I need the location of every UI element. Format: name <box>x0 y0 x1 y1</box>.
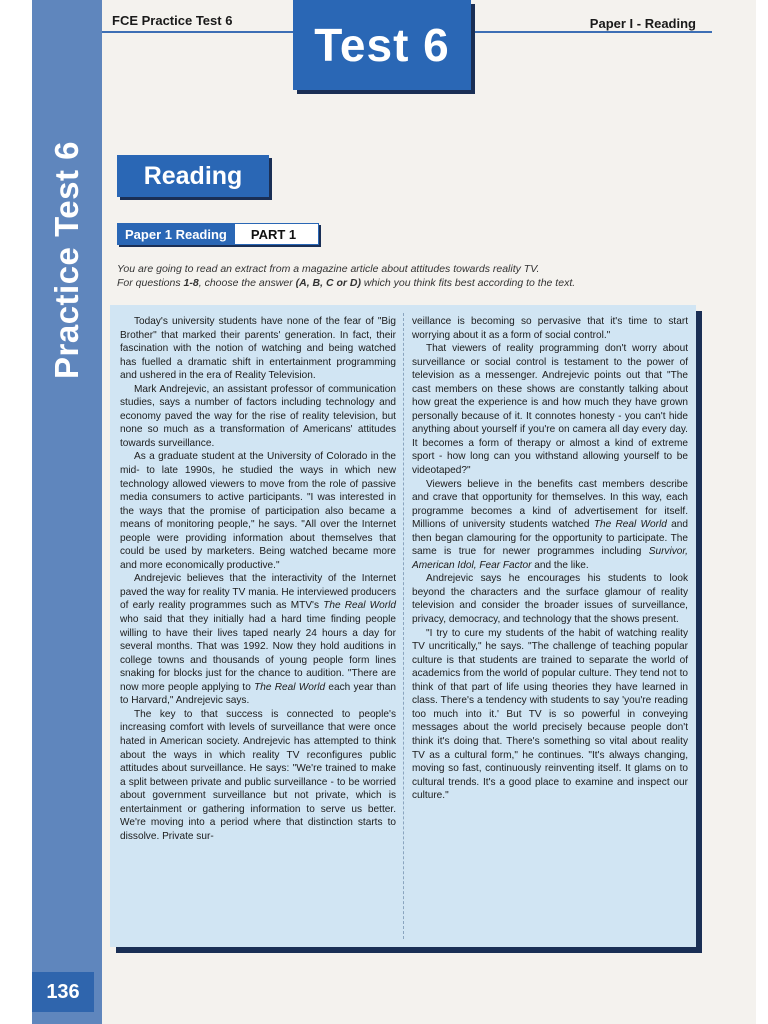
page-number: 136 <box>32 972 94 1012</box>
text-run: each year than to Harvard," Andrejevic says. <box>120 681 396 707</box>
programme-title: The Real World <box>593 519 667 531</box>
paragraph: Today's university students have none of the fear of "Big Brother" that marked their parents' generation. In fact, their fascination with the notion of watching and being watched has fuelled a dramatic shift in entertainment programming and ushered in the era of Reality Television. <box>120 316 396 382</box>
text-run: and then began clamouring for the opportunity to participate. The same is true for newer programmes including <box>412 519 688 558</box>
instr-text: , choose the answer <box>198 277 296 289</box>
paragraph: That viewers of reality programming don't worry about surveillance or social control is testament to the power of television as a messenger. Andrejevic points out that "The cast members on these shows are constantly talking about how great the experience is and how much they have grown personally because of it. It connotes honesty - you can't hide anything about yourself if you're on camera all day every day. It becomes a form of therapy or almost a kind of extreme sport - how long can you withstand allowing yourself to be videotaped?" <box>412 343 688 477</box>
text-run: who said that they initially had a hard time finding people willing to have their lives taped nearly 24 hours a day for several months. That was 1992. Now they hold auditions in college towns and thousands of young people form lines snaking for blocks just for the chance to audition. "There are now more people applying to <box>120 614 396 693</box>
header-book-title: FCE Practice Test 6 <box>112 13 233 28</box>
part-label-strip <box>117 223 319 245</box>
paragraph: veillance is becoming so pervasive that it's time to start worrying about it as a form of social control." <box>412 316 688 341</box>
article-box <box>110 305 696 947</box>
text-run: Viewers believe in the benefits cast members describe and crave that opportunity for themselves. In this way, each programme becomes a kind of advertisement for itself. Millions of university students watched <box>412 478 688 531</box>
column-divider <box>403 313 404 939</box>
instr-text: For questions <box>117 277 184 289</box>
instructions-line-1: You are going to read an extract from a magazine article about attitudes towards reality TV. <box>117 263 540 275</box>
paragraph: Andrejevic says he encourages his students to look beyond the characters and the surface glamour of reality television and consider the broader issues of surveillance, privacy, democracy, and technology that the shows present. <box>412 573 688 626</box>
programme-title: Survivor, American Idol, Fear Factor <box>412 546 688 571</box>
article-column-left <box>120 315 396 843</box>
text-run: and the like. <box>531 559 589 571</box>
article-column-right <box>412 315 688 803</box>
instructions <box>117 262 697 290</box>
text-run: Andrejevic believes that the interactivity of the Internet paved the way for reality TV mania. He interviewed producers of early reality programmes such as MTV's <box>120 573 396 612</box>
instr-question-range: 1-8 <box>183 277 199 289</box>
header-paper-title: Paper I - Reading <box>589 16 696 31</box>
paragraph: Mark Andrejevic, an assistant professor of communication studies, says a number of factors including technology and economy paved the way for the rise of reality television, but none so much as a transformation of Americans' attitudes towards surveillance. <box>120 383 396 449</box>
instructions-line-2 <box>117 276 697 290</box>
paragraph <box>120 572 396 707</box>
paragraph: "I try to cure my students of the habit of watching reality TV uncritically," he says. "The challenge of teaching popular culture is that students are trained to separate the world of academics from the world of popular culture. They tend not to think of that part of life using theories they have learned in class. There's a tendency with students to say 'you're reading too much into it.' But TV is so powerful in conveying messages about the world precisely because people don't think it's doing that. There's something so vital about reality TV as a cultural form," he continues. "It's always changing, moving so fast, continuously reinventing itself. It glams on to cultural trends. It's a good place to examine and inspect our culture." <box>412 627 688 802</box>
instr-options: (A, B, C or D) <box>295 277 361 289</box>
part-label: PART 1 <box>235 223 319 245</box>
side-band <box>32 0 102 1024</box>
programme-title: The Real World <box>323 600 396 612</box>
section-title: Reading <box>117 155 269 197</box>
side-title <box>32 0 102 390</box>
paper-label: Paper 1 Reading <box>117 223 235 245</box>
paragraph <box>412 478 688 573</box>
paragraph: The key to that success is connected to people's increasing comfort with levels of surveillance that were once hated in American society. Andrejevic has attempted to think about the ways in which reality TV reconfigures public attitudes about surveillance. He says: "We're trained to make a split between private and public surveillance - to be worried about government surveillance but not private, which is entertainment or gathering information to serve us better. We're moving into a period where that distinction starts to dissolve. Private sur- <box>120 708 396 842</box>
test-title-box: Test 6 <box>293 0 471 90</box>
paragraph: As a graduate student at the University of Colorado in the mid- to late 1990s, he studied the ways in which new technology allowed viewers to move from the role of passive media consumers to active participants. "I was interested in the ways that the promise of participation also became a means of monitoring people," he says. "All over the Internet people were providing information about themselves that could be used by marketers. Being watched became more and more economically productive." <box>120 451 396 571</box>
instr-text: which you think fits best according to the text. <box>360 277 576 289</box>
side-title-text: Practice Test 6 <box>48 140 85 380</box>
programme-title: The Real World <box>254 681 326 693</box>
page-left-edge <box>0 0 4 1024</box>
